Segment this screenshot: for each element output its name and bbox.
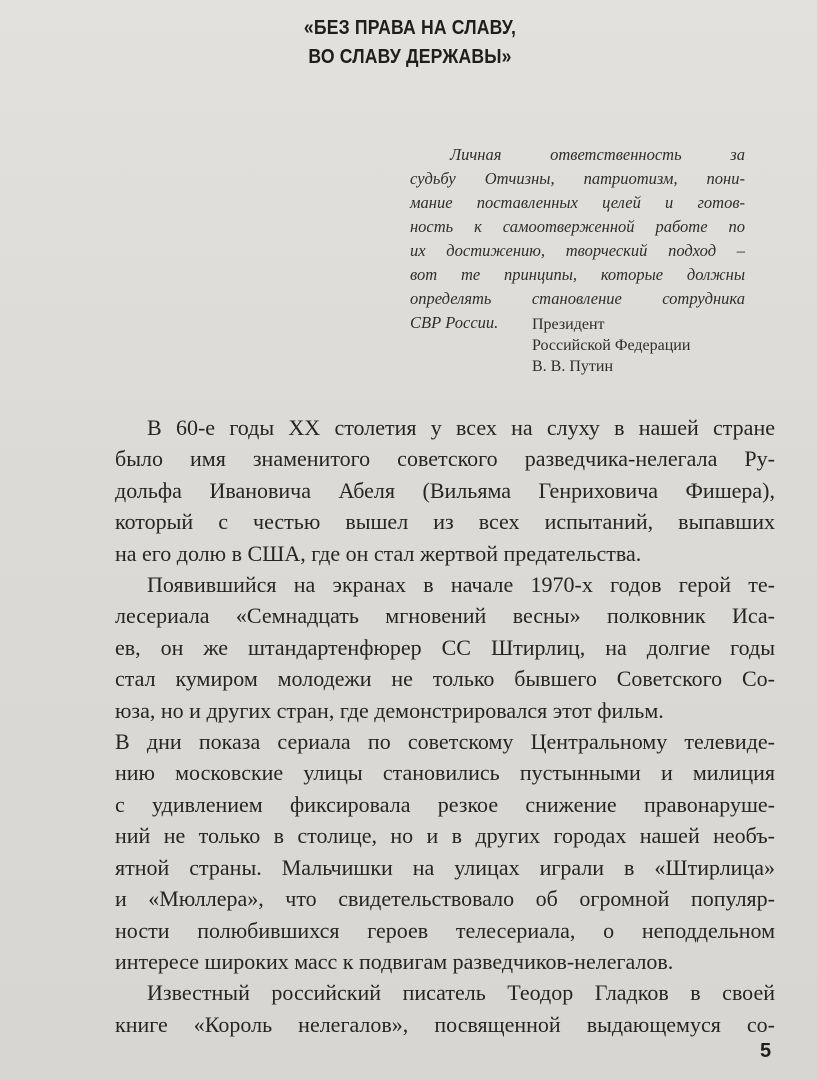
paragraph-2-line: лесериала «Семнадцать мгновений весны» полковник Иса- <box>115 603 775 629</box>
attribution-title: Президент <box>532 316 605 333</box>
paragraph-2-line: ев, он же штандартенфюрер СС Штирлиц, на долгие годы <box>115 634 775 660</box>
chapter-title <box>234 14 586 72</box>
attribution-author: В. В. Путин <box>532 358 614 375</box>
paragraph-1-line: В 60-е годы XX столетия у всех на слуху в нашей стране <box>147 415 775 440</box>
chapter-title-line-1: «БЕЗ ПРАВА НА СЛАВУ, <box>303 17 517 39</box>
epigraph-line: СВР России. <box>410 313 499 332</box>
chapter-title-line-2: ВО СЛАВУ ДЕРЖАВЫ» <box>308 46 512 68</box>
paragraph-1-line: было имя знаменитого советского разведчика-нелегала Ру- <box>115 446 775 472</box>
paragraph-3-line: с удивлением фиксировала резкое снижение правонаруше- <box>115 791 775 817</box>
epigraph-line: их достижению, творческий подход – <box>410 241 745 260</box>
epigraph-attribution <box>532 314 690 377</box>
paragraph-3-line: ности полюбившихся героев телесериала, о неподдельном <box>115 917 775 943</box>
paragraph-4-line: книге «Король нелегалов», посвященной выдающемуся со- <box>115 1011 775 1037</box>
epigraph-line: вот те принципы, которые должны <box>410 265 745 284</box>
paragraph-3-line: нию московские улицы становились пустынными и милиция <box>115 760 775 786</box>
epigraph <box>410 143 745 335</box>
epigraph-line: судьбу Отчизны, патриотизм, пони- <box>410 169 745 188</box>
epigraph-line: мание поставленных целей и готов- <box>410 193 745 212</box>
paragraph-3-line: интересе широких масс к подвигам разведчиков-нелегалов. <box>115 948 674 974</box>
epigraph-line: ность к самоотверженной работе по <box>410 217 745 236</box>
paragraph-3-line: и «Мюллера», что свидетельствовало об огромной популяр- <box>115 886 775 912</box>
paragraph-1-line: который с честью вышел из всех испытаний, выпавших <box>115 509 775 535</box>
paragraph-2-line: Появившийся на экранах в начале 1970-х годов герой те- <box>147 572 775 598</box>
epigraph-line: Личная ответственность за <box>450 145 745 164</box>
epigraph-line: определять становление сотрудника <box>410 289 745 308</box>
paragraph-2-line: стал кумиром молодежи не только бывшего Советского Со- <box>115 666 775 692</box>
paragraph-1-line: на его долю в США, где он стал жертвой предательства. <box>115 540 642 566</box>
paragraph-1-line: дольфа Ивановича Абеля (Вильяма Генриховича Фишера), <box>115 477 775 503</box>
attribution-country: Российской Федерации <box>532 337 691 354</box>
paragraph-4-line: Известный российский писатель Теодор Гладков в своей <box>147 980 775 1006</box>
paragraph-3-line: ятной страны. Мальчишки на улицах играли в «Штирлица» <box>115 854 775 880</box>
page-number: 5 <box>760 1040 772 1062</box>
paragraph-3-line: В дни показа сериала по советскому Центральному телевиде- <box>115 729 775 755</box>
body-text <box>115 412 775 1040</box>
paragraph-3-line: ний не только в столице, но и в других городах нашей необъ- <box>115 823 775 849</box>
paragraph-2-line: юза, но и других стран, где демонстрировался этот фильм. <box>115 697 664 723</box>
